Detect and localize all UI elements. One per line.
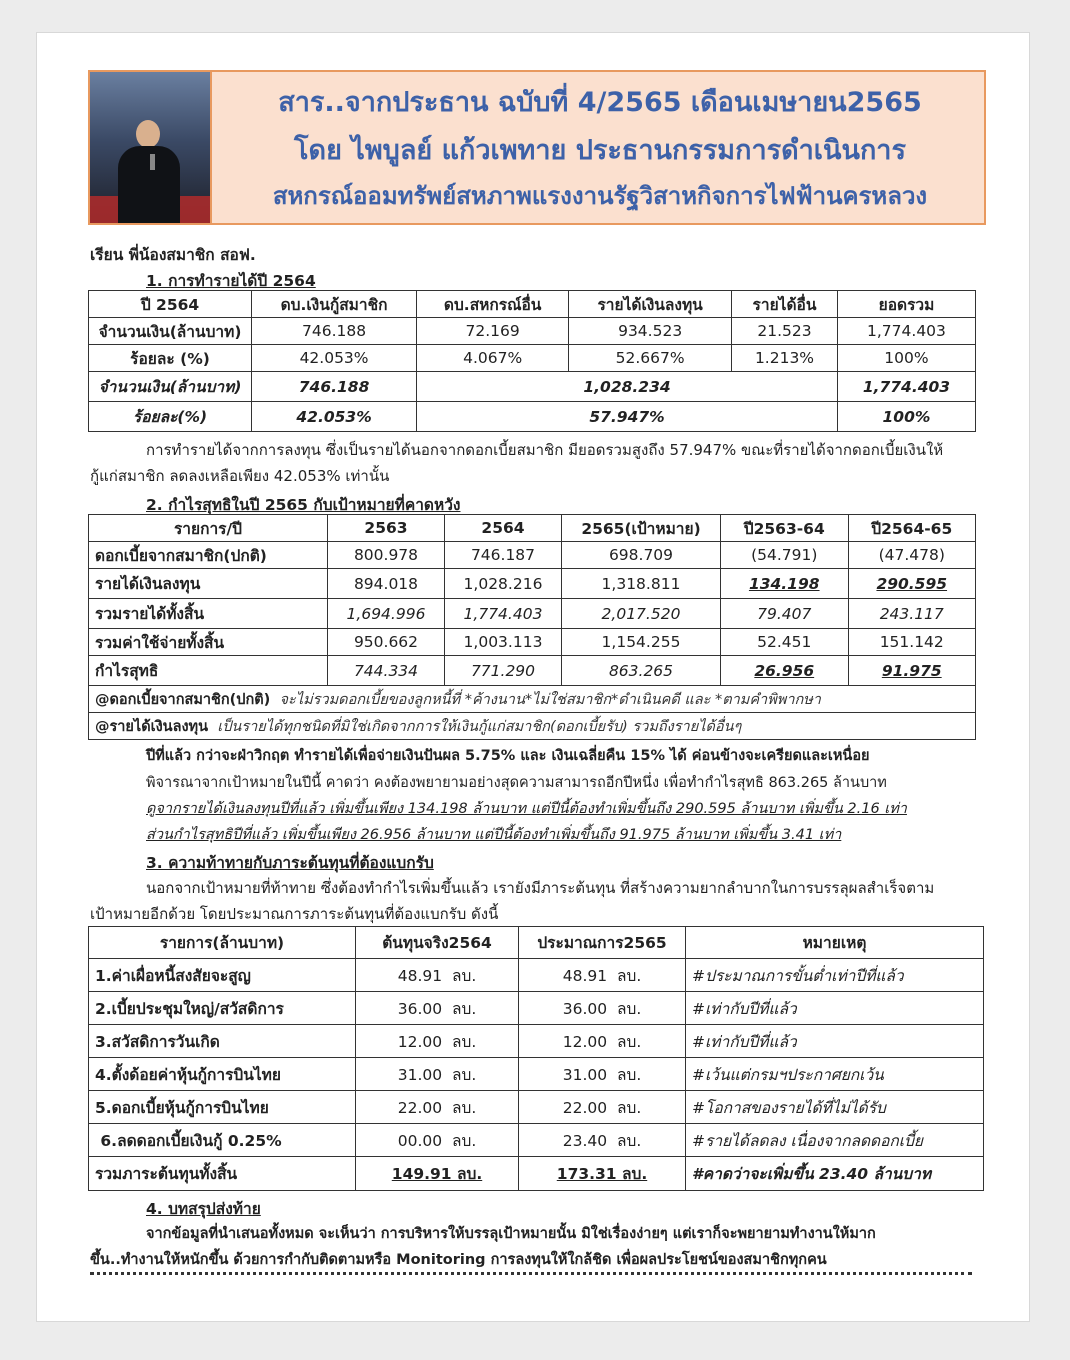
- table-cell: 57.947%: [417, 402, 838, 432]
- table-header-cell: รายการ(ล้านบาท): [89, 927, 356, 959]
- table-cell: #เท่ากับปีที่แล้ว: [686, 1025, 984, 1058]
- table-cell: 1,774.403: [445, 599, 562, 629]
- dotted-divider: [90, 1272, 972, 1275]
- table-row: [89, 1124, 984, 1157]
- table-cell: #ประมาณการขั้นต่ำเท่าปีที่แล้ว: [686, 959, 984, 992]
- table-cell: #เว้นแต่กรมฯประกาศยกเว้น: [686, 1058, 984, 1091]
- table-cell: 23.40 ลบ.: [519, 1124, 686, 1157]
- table-cell: 243.117: [848, 599, 976, 629]
- section2-paragraph-bold: ปีที่แล้ว กว่าจะฝ่าวิกฤต ทำรายได้เพื่อจ่ายเงินปันผล 5.75% และ เงินเฉลี่ยคืน 15% ได้ ค่อนข้างจะเครียดและเหนื่อย: [146, 748, 870, 764]
- table-header-cell: ดบ.สหกรณ์อื่น: [417, 291, 569, 318]
- section2-paragraph: ส่วนกำไรสุทธิปีที่แล้ว เพิ่มขึ้นเพียง 26.956 ล้านบาท แต่ปีนี้ต้องทำเพิ่มขึ้นถึง 91.975 ล้านบาท เพิ่มขึ้น 3.41 เท่า: [146, 827, 842, 843]
- table-cell: 1,028.216: [445, 569, 562, 599]
- table-header-row: [89, 927, 984, 959]
- table-header-cell: ยอดรวม: [837, 291, 975, 318]
- table-cell: ร้อยละ(%): [89, 402, 252, 432]
- table-cell: 1,154.255: [562, 629, 721, 656]
- table-header-cell: ปี2563-64: [721, 515, 849, 542]
- section3-paragraph: เป้าหมายอีกด้วย โดยประมาณการภาระต้นทุนที่ต้องแบกรับ ดังนี้: [90, 905, 499, 923]
- table-cell: 1,318.811: [562, 569, 721, 599]
- table-note-row: [89, 686, 976, 713]
- table-cell: กำไรสุทธิ: [89, 656, 328, 686]
- table-row: [89, 345, 976, 372]
- table-header-cell: รายได้อื่น: [732, 291, 838, 318]
- section1-paragraph: การทำรายได้จากการลงทุน ซึ่งเป็นรายได้นอกจากดอกเบี้ยสมาชิก มียอดรวมสูงถึง 57.947% ขณะที่รายได้จากดอกเบี้ยเงินให้: [146, 441, 944, 459]
- header-banner: [88, 70, 986, 225]
- table-row: [89, 992, 984, 1025]
- table-header-cell: ปี2564-65: [848, 515, 976, 542]
- section2-title: 2. กำไรสุทธิในปี 2565 กับเป้าหมายที่คาดหวัง: [146, 496, 461, 514]
- table-cell: 934.523: [569, 318, 732, 345]
- note-label: @รายได้เงินลงทุน: [95, 718, 209, 735]
- table-cell: 6.ลดดอกเบี้ยเงินกู้ 0.25%: [89, 1124, 356, 1157]
- table-row: [89, 1025, 984, 1058]
- table-row: [89, 402, 976, 432]
- table-cell: 52.667%: [569, 345, 732, 372]
- table-row: [89, 569, 976, 599]
- table-cell: 2.เบี้ยประชุมใหญ่/สวัสดิการ: [89, 992, 356, 1025]
- table-row: [89, 686, 976, 713]
- table-cell: 2,017.520: [562, 599, 721, 629]
- cost-burden-table: [88, 926, 984, 1191]
- table-cell: 4.ตั้งด้อยค่าหุ้นกู้การบินไทย: [89, 1058, 356, 1091]
- table-cell: 26.956: [721, 656, 849, 686]
- table-row: [89, 599, 976, 629]
- table-row: [89, 1058, 984, 1091]
- table-cell: 1,774.403: [837, 318, 975, 345]
- table-cell: 134.198: [721, 569, 849, 599]
- table-cell: ดอกเบี้ยจากสมาชิก(ปกติ): [89, 542, 328, 569]
- table-cell: 22.00 ลบ.: [519, 1091, 686, 1124]
- table-cell: 746.188: [252, 372, 417, 402]
- table-cell: 290.595: [848, 569, 976, 599]
- table-cell: 42.053%: [252, 402, 417, 432]
- table-cell: 800.978: [328, 542, 445, 569]
- table-cell: 894.018: [328, 569, 445, 599]
- section3-paragraph: นอกจากเป้าหมายที่ท้าทาย ซึ่งต้องทำกำไรเพิ่มขึ้นแล้ว เรายังมีภาระต้นทุน ที่สร้างความยากลำบากในการบรรลุผลสำเร็จตาม: [146, 879, 935, 897]
- table-cell: #เท่ากับปีที่แล้ว: [686, 992, 984, 1025]
- table-cell: 863.265: [562, 656, 721, 686]
- table-cell: 744.334: [328, 656, 445, 686]
- table-cell: 100%: [837, 345, 975, 372]
- table-cell: 1.ค่าเผื่อหนี้สงสัยจะสูญ: [89, 959, 356, 992]
- header-title: สาร..จากประธาน ฉบับที่ 4/2565 เดือนเมษายน2565: [278, 87, 922, 118]
- table-cell: 151.142: [848, 629, 976, 656]
- table-cell: 3.สวัสดิการวันเกิด: [89, 1025, 356, 1058]
- table-cell: 36.00 ลบ.: [519, 992, 686, 1025]
- table-row: [89, 713, 976, 740]
- table-header-cell: ดบ.เงินกู้สมาชิก: [252, 291, 417, 318]
- section4-paragraph: จากข้อมูลที่นำเสนอทั้งหมด จะเห็นว่า การบริหารให้บรรลุเป้าหมายนั้น มิใช่เรื่องง่ายๆ แต่เราก็จะพยายามทำงานให้มาก: [146, 1226, 876, 1242]
- table-cell: 698.709: [562, 542, 721, 569]
- table-cell: รวมค่าใช้จ่ายทั้งสิ้น: [89, 629, 328, 656]
- table-cell: 173.31 ลบ.: [519, 1157, 686, 1191]
- table-cell: 12.00 ลบ.: [356, 1025, 519, 1058]
- table-row: [89, 318, 976, 345]
- table-cell: จำนวนเงิน(ล้านบาท): [89, 372, 252, 402]
- table-cell: 746.188: [252, 318, 417, 345]
- table-header-cell: หมายเหตุ: [686, 927, 984, 959]
- section2-paragraph: พิจารณาจากเป้าหมายในปีนี้ คาดว่า คงต้องพยายามอย่างสุดความสามารถอีกปีหนึ่ง เพื่อทำกำไรสุทธิ 863.265 ล้านบาท: [146, 775, 887, 791]
- table-cell: 72.169: [417, 318, 569, 345]
- note-label: @ดอกเบี้ยจากสมาชิก(ปกติ): [95, 691, 271, 708]
- table-cell: 100%: [837, 402, 975, 432]
- table-cell: 42.053%: [252, 345, 417, 372]
- section4-title: 4. บทสรุปส่งท้าย: [146, 1200, 261, 1218]
- note-text: จะไม่รวมดอกเบี้ยของลูกหนี้ที่ *ค้างนาน*ไม่ใช่สมาชิก*ดำเนินคดี และ *ตามคำพิพากษา: [279, 691, 821, 708]
- table-cell: 1,694.996: [328, 599, 445, 629]
- table-header-cell: 2564: [445, 515, 562, 542]
- table-cell: 48.91 ลบ.: [356, 959, 519, 992]
- header-author: โดย ไพบูลย์ แก้วเพทาย ประธานกรรมการดำเนินการ: [294, 135, 906, 166]
- table-cell: (47.478): [848, 542, 976, 569]
- table-header-cell: 2565(เป้าหมาย): [562, 515, 721, 542]
- header-organization: สหกรณ์ออมทรัพย์สหภาพแรงงานรัฐวิสาหกิจการไฟฟ้านครหลวง: [272, 182, 928, 210]
- net-profit-table: [88, 514, 976, 740]
- table-cell: 91.975: [848, 656, 976, 686]
- table-cell: 1.213%: [732, 345, 838, 372]
- section3-title: 3. ความท้าทายกับภาระต้นทุนที่ต้องแบกรับ: [146, 854, 434, 872]
- table-cell: #คาดว่าจะเพิ่มขึ้น 23.40 ล้านบาท: [686, 1157, 984, 1191]
- table-cell: รวมภาระต้นทุนทั้งสิ้น: [89, 1157, 356, 1191]
- table-cell: 52.451: [721, 629, 849, 656]
- table-row: [89, 372, 976, 402]
- table-cell: 79.407: [721, 599, 849, 629]
- section1-paragraph: กู้แก่สมาชิก ลดลงเหลือเพียง 42.053% เท่านั้น: [90, 467, 390, 485]
- table-row: [89, 629, 976, 656]
- table-cell: 1,003.113: [445, 629, 562, 656]
- table-cell: 746.187: [445, 542, 562, 569]
- table-note-row: [89, 713, 976, 740]
- table-header-cell: 2563: [328, 515, 445, 542]
- table-row: [89, 542, 976, 569]
- table-header-cell: รายได้เงินลงทุน: [569, 291, 732, 318]
- section4-paragraph: ขึ้น..ทำงานให้หนักขึ้น ด้วยการกำกับติดตามหรือ Monitoring การลงทุนให้ใกล้ชิด เพื่อผลประโยชน์ของสมาชิกทุกคน: [90, 1252, 827, 1268]
- table-header-row: [89, 515, 976, 542]
- table-cell: 31.00 ลบ.: [519, 1058, 686, 1091]
- table-cell: 149.91 ลบ.: [356, 1157, 519, 1191]
- table-cell: 1,028.234: [417, 372, 838, 402]
- section1-title: 1. การทำรายได้ปี 2564: [146, 272, 316, 290]
- table-cell: ร้อยละ (%): [89, 345, 252, 372]
- table-header-cell: ประมาณการ2565: [519, 927, 686, 959]
- table-cell: (54.791): [721, 542, 849, 569]
- table-cell: 12.00 ลบ.: [519, 1025, 686, 1058]
- table-row: [89, 959, 984, 992]
- table-header-cell: รายการ/ปี: [89, 515, 328, 542]
- chairman-photo: [90, 72, 212, 223]
- table-cell: จำนวนเงิน(ล้านบาท): [89, 318, 252, 345]
- table-cell: 48.91 ลบ.: [519, 959, 686, 992]
- table-cell: #รายได้ลดลง เนื่องจากลดดอกเบี้ย: [686, 1124, 984, 1157]
- table-header-cell: ต้นทุนจริง2564: [356, 927, 519, 959]
- table-cell: 36.00 ลบ.: [356, 992, 519, 1025]
- table-total-row: [89, 1157, 984, 1191]
- table-cell: 21.523: [732, 318, 838, 345]
- table-cell: 4.067%: [417, 345, 569, 372]
- section2-paragraph: ดูจากรายได้เงินลงทุนปีที่แล้ว เพิ่มขึ้นเพียง 134.198 ล้านบาท แต่ปีนี้ต้องทำเพิ่มขึ้นถึง 290.595 ล้านบาท เพิ่มขึ้น 2.16 เท่า: [146, 801, 907, 817]
- table-cell: 1,774.403: [837, 372, 975, 402]
- table-cell: รายได้เงินลงทุน: [89, 569, 328, 599]
- table-cell: #โอกาสของรายได้ที่ไม่ได้รับ: [686, 1091, 984, 1124]
- table-cell: 00.00 ลบ.: [356, 1124, 519, 1157]
- table-header-row: [89, 291, 976, 318]
- table-row: [89, 1091, 984, 1124]
- table-header-cell: ปี 2564: [89, 291, 252, 318]
- table-cell: 22.00 ลบ.: [356, 1091, 519, 1124]
- table-cell: 31.00 ลบ.: [356, 1058, 519, 1091]
- table-cell: 5.ดอกเบี้ยหุ้นกู้การบินไทย: [89, 1091, 356, 1124]
- income-2564-table: [88, 290, 976, 432]
- table-row: [89, 656, 976, 686]
- table-cell: 771.290: [445, 656, 562, 686]
- table-cell: 950.662: [328, 629, 445, 656]
- greeting: เรียน พี่น้องสมาชิก สอฟ.: [90, 246, 256, 264]
- note-text: เป็นรายได้ทุกชนิดที่มิใช่เกิดจากการให้เงินกู้แก่สมาชิก(ดอกเบี้ยรับ) รวมถึงรายได้อื่นๆ: [217, 718, 742, 735]
- table-cell: รวมรายได้ทั้งสิ้น: [89, 599, 328, 629]
